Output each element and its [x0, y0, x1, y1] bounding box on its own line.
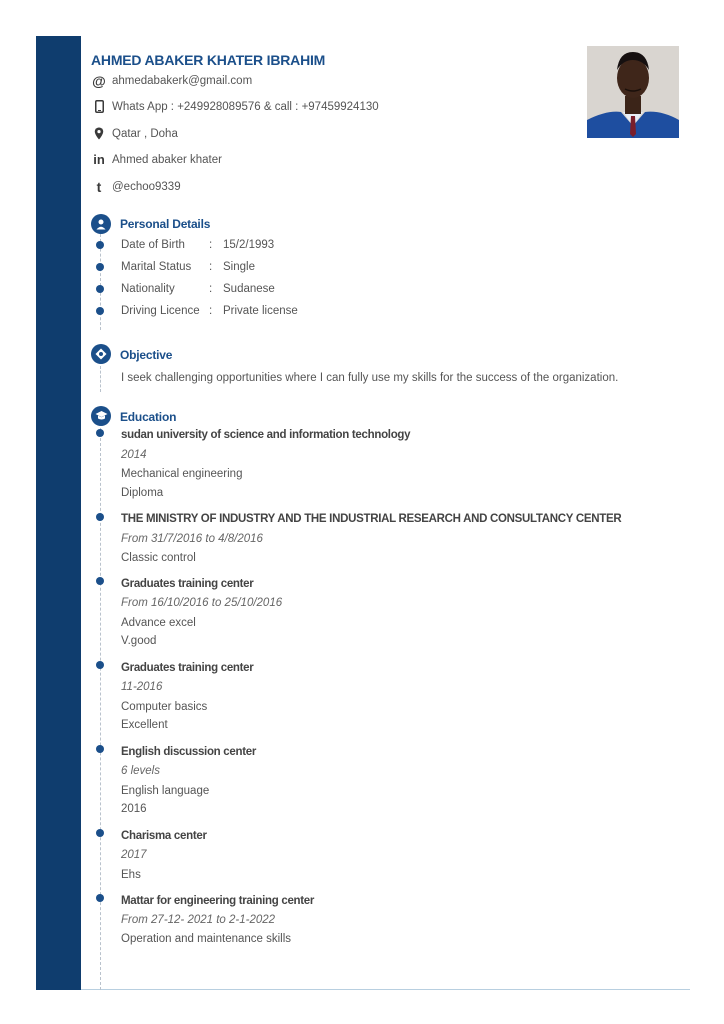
education-item-date: From 31/7/2016 to 4/8/2016 [121, 533, 263, 545]
personal-row-nationality: Nationality : Sudanese [121, 283, 275, 295]
contact-phone-text: Whats App : +249928089576 & call : +97459924130 [112, 100, 379, 113]
personal-row-dob: Date of Birth : 15/2/1993 [121, 239, 275, 251]
phone-icon [91, 100, 107, 113]
timeline-dot [96, 513, 104, 521]
education-item-line: Classic control [121, 552, 196, 564]
location-pin-icon [91, 127, 107, 140]
timeline-dot [96, 894, 104, 902]
education-item-title: Graduates training center [121, 578, 254, 590]
contact-phone[interactable] [91, 100, 379, 113]
timeline-dot [96, 263, 104, 271]
education-item-title: Mattar for engineering training center [121, 895, 315, 907]
graduation-cap-icon [91, 406, 111, 426]
sidebar-bar [36, 36, 81, 990]
section-title-personal: Personal Details [120, 217, 211, 231]
education-item-date: From 16/10/2016 to 25/10/2016 [121, 597, 283, 609]
education-item-date: 2014 [121, 449, 147, 461]
twitter-icon: t [96, 179, 102, 195]
linkedin-icon: in [93, 152, 105, 167]
education-item-title: English discussion center [121, 746, 257, 758]
contact-linkedin-text: Ahmed abaker khater [112, 153, 222, 166]
section-title-objective: Objective [120, 348, 173, 362]
timeline-dot [96, 429, 104, 437]
timeline-dot [96, 745, 104, 753]
section-title-education: Education [120, 410, 177, 424]
objective-timeline [100, 366, 101, 392]
education-item-line: Diploma [121, 487, 164, 499]
education-item-title: sudan university of science and information technology [121, 429, 411, 441]
personal-row-marital: Marital Status : Single [121, 261, 255, 273]
education-item-line: Excellent [121, 719, 168, 731]
contact-twitter[interactable] [91, 179, 181, 195]
education-item-line: English language [121, 785, 210, 797]
education-item-title: THE MINISTRY OF INDUSTRY AND THE INDUSTRIAL RESEARCH AND CONSULTANCY CENTER [121, 513, 622, 525]
timeline-dot [96, 285, 104, 293]
target-icon [91, 344, 111, 364]
education-item-line: Mechanical engineering [121, 468, 243, 480]
timeline-dot [96, 661, 104, 669]
education-item-date: From 27-12- 2021 to 2-1-2022 [121, 914, 276, 926]
timeline-dot [96, 577, 104, 585]
person-icon [91, 214, 111, 234]
bottom-divider [81, 989, 690, 990]
education-item-line: 2016 [121, 803, 147, 815]
timeline-dot [96, 829, 104, 837]
personal-row-licence: Driving Licence : Private license [121, 305, 298, 317]
full-name: AHMED ABAKER KHATER IBRAHIM [91, 52, 326, 68]
education-item-line: Operation and maintenance skills [121, 933, 292, 945]
education-item-date: 2017 [121, 849, 147, 861]
timeline-dot [96, 307, 104, 315]
education-item-title: Charisma center [121, 830, 207, 842]
contact-twitter-text: @echoo9339 [112, 181, 181, 193]
education-item-line: Advance excel [121, 617, 196, 629]
contact-linkedin[interactable] [91, 152, 222, 167]
education-item-date: 11-2016 [121, 681, 163, 693]
contact-location-text: Qatar , Doha [112, 127, 178, 140]
at-icon: @ [92, 73, 106, 89]
education-item-date: 6 levels [121, 765, 160, 777]
education-item-line: Computer basics [121, 701, 208, 713]
objective-text: I seek challenging opportunities where I can fully use my skills for the success of the organization. [121, 372, 619, 384]
contact-location [91, 127, 178, 140]
education-item-line: V.good [121, 635, 157, 647]
contact-email[interactable] [91, 73, 252, 89]
profile-photo [587, 46, 679, 138]
timeline-dot [96, 241, 104, 249]
education-item-line: Ehs [121, 869, 141, 881]
contact-email-text: ahmedabakerk@gmail.com [112, 75, 253, 87]
education-item-title: Graduates training center [121, 662, 254, 674]
